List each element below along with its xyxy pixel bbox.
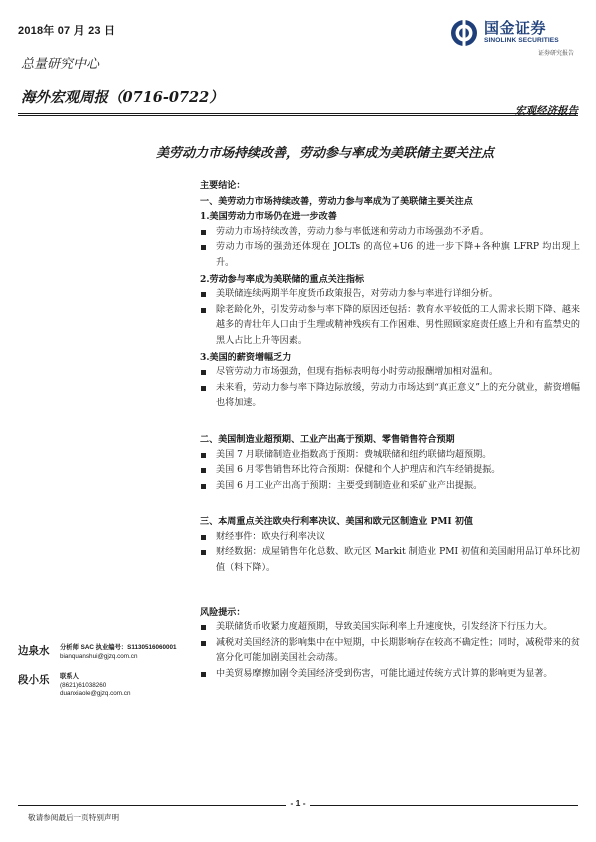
headline: 美劳动力市场持续改善，劳动参与率成为美联储主要关注点 bbox=[155, 146, 494, 161]
header-rule-thin bbox=[18, 115, 578, 116]
bullet-item: 美联储连续两期半年度货币政策报告，对劳动力参与率进行详细分析。 bbox=[200, 287, 580, 303]
section-title: 三、本周重点关注欧央行利率决议、美国和欧元区制造业 PMI 初值 bbox=[200, 516, 474, 528]
contact-info bbox=[60, 673, 210, 699]
header-rule bbox=[18, 113, 578, 114]
summary-label: 主要结论： bbox=[200, 180, 246, 191]
report-date: 2018年 07 月 23 日 bbox=[18, 25, 116, 37]
page-number-wrap bbox=[0, 798, 596, 808]
logo-subtitle: 证券研究报告 bbox=[537, 50, 574, 57]
section-title: 一、美劳动力市场持续改善，劳动力参与率成为了美联储主要关注点 bbox=[200, 195, 473, 207]
risk-bullet: 减税对美国经济的影响集中在中短期，中长期影响存在较高不确定性；同时，减税带来的贫富分化可能加剧美国社会动荡。 bbox=[200, 636, 580, 667]
company-logo bbox=[450, 16, 574, 60]
bullet-item: 未来看，劳动力参与率下降边际放缓，劳动力市场达到“真正意义”上的充分就业，薪资增幅也将加速。 bbox=[200, 381, 580, 412]
department-name: 总量研究中心 bbox=[21, 57, 100, 72]
bullet-item: 除老龄化外，引发劳动参与率下降的原因还包括：教育水平较低的工人需求长期下降、越来越多的青壮年人口由于生理或精神残疾有工作困难、男性照顾家庭责任感上升和有监禁史的黑人占比上升等因素。 bbox=[200, 303, 580, 350]
risk-bullet: 美联储货币收紧力度超预期，导致美国实际利率上升速度快，引发经济下行压力大。 bbox=[200, 620, 580, 636]
subsection-title: 1.美国劳动力市场仍在进一步改善 bbox=[200, 211, 337, 223]
analyst-name: 边泉水 bbox=[18, 645, 50, 657]
contact-name: 段小乐 bbox=[18, 674, 50, 686]
logo-name-cn: 国金证券 bbox=[484, 19, 547, 37]
contact-email[interactable]: duanxiaole@gjzq.com.cn bbox=[60, 690, 131, 698]
bullet-item: 劳动力市场持续改善，劳动力参与率低迷和劳动力市场强劲不矛盾。 bbox=[200, 225, 580, 241]
bullet-item: 美国 7 月联储制造业指数高于预期：费城联储和纽约联储均超预期。 bbox=[200, 448, 580, 464]
contact-card bbox=[18, 672, 198, 702]
disclaimer: 敬请参阅最后一页特别声明 bbox=[28, 813, 120, 822]
logo-name-en: SINOLINK SECURITIES bbox=[484, 37, 559, 44]
report-title: 海外宏观周报（0716-0722） bbox=[21, 89, 224, 106]
risk-bullet: 中美贸易摩擦加剧令美国经济受到伤害，可能比通过传统方式计算的影响更为显著。 bbox=[200, 667, 580, 683]
page-number: - 1 - bbox=[286, 798, 309, 808]
subsection-title: 3.美国的薪资增幅乏力 bbox=[200, 351, 292, 363]
bullet-item: 美国 6 月工业产出高于预期：主要受到制造业和采矿业产出提振。 bbox=[200, 479, 580, 495]
main-content bbox=[200, 178, 580, 683]
sinolink-logo-icon bbox=[450, 19, 478, 47]
bullet-item: 财经数据：成屋销售年化总数、欧元区 Markit 制造业 PMI 初值和美国耐用品订单环比初值（料下降）。 bbox=[200, 545, 580, 576]
contact-phone: (8621)61038260 bbox=[60, 681, 107, 689]
bullet-item: 财经事件：欧央行利率决议 bbox=[200, 530, 580, 546]
subsection-title: 2.劳动参与率成为美联储的重点关注指标 bbox=[200, 273, 365, 285]
analyst-role: 分析师 SAC 执业编号：S1130516060001 bbox=[60, 644, 177, 651]
report-type: 宏观经济报告 bbox=[515, 105, 578, 117]
section-title: 二、美国制造业超预期、工业产出高于预期、零售销售符合预期 bbox=[200, 433, 455, 445]
analyst-email[interactable]: bianquanshui@gjzq.com.cn bbox=[60, 652, 138, 660]
analyst-info bbox=[60, 644, 210, 661]
bullet-item: 劳动力市场的强劲还体现在 JOLTs 的高位+U6 的进一步下降+各种旗 LFRP 均出现上升。 bbox=[200, 240, 580, 271]
analyst-card bbox=[18, 643, 198, 673]
risk-label: 风险提示： bbox=[200, 606, 246, 618]
bullet-item: 尽管劳动力市场强劲，但现有指标表明每小时劳动报酬增加相对温和。 bbox=[200, 365, 580, 381]
contact-role: 联系人 bbox=[60, 673, 79, 680]
bullet-item: 美国 6 月零售销售环比符合预期：保健和个人护理店和汽车经销提振。 bbox=[200, 463, 580, 479]
